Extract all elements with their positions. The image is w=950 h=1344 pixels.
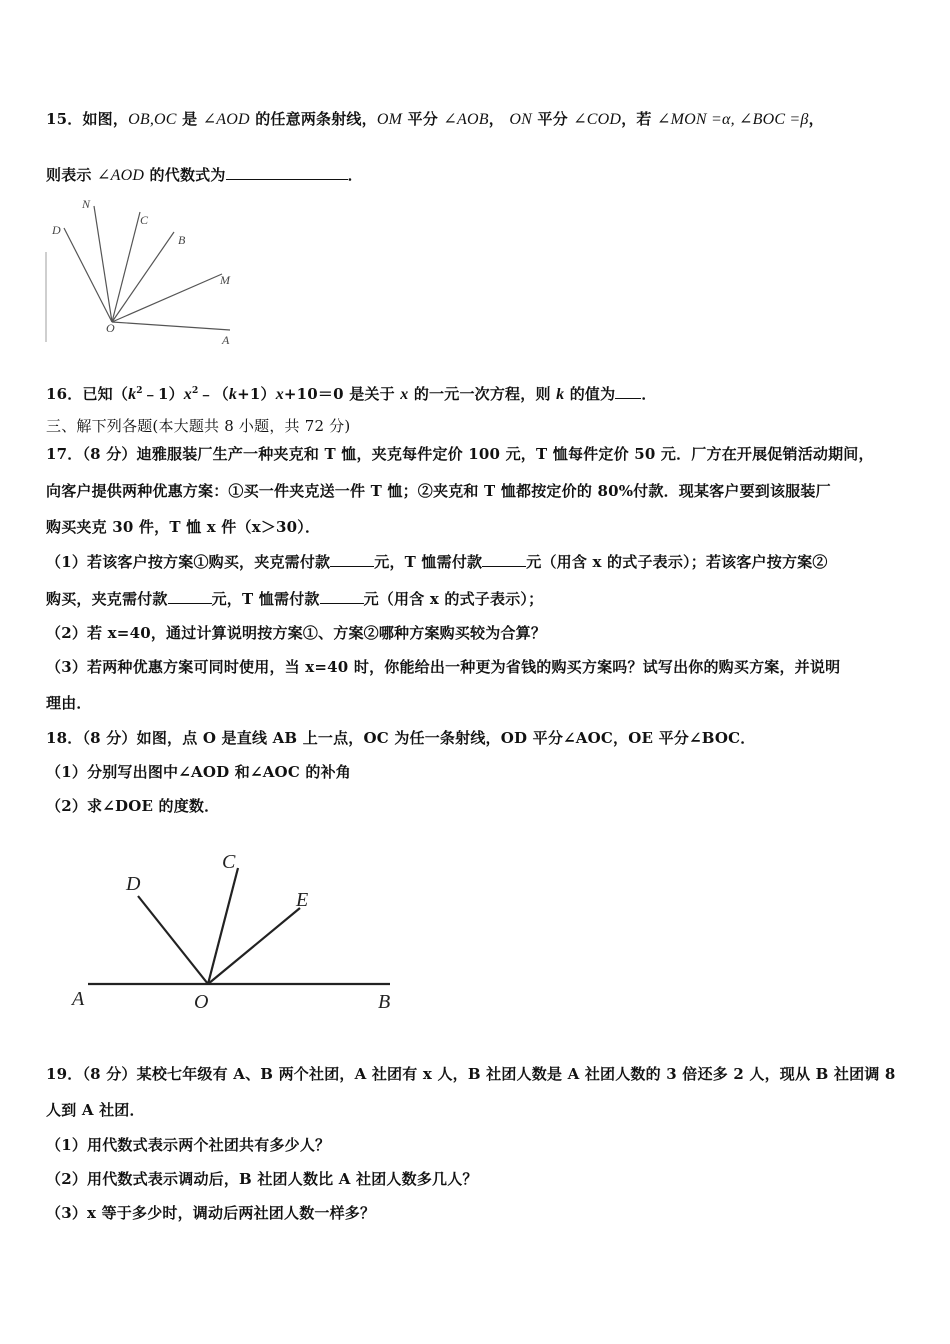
label-c: C xyxy=(140,213,149,227)
q18-line3: （2）求∠DOE 的度数． xyxy=(46,797,220,815)
math-angle-cod: ∠COD xyxy=(573,111,622,128)
q18-line1: 18．（8 分）如图，点 O 是直线 AB 上一点，OC 为任一条射线，OD 平分∠AOC，OE 平分∠BOC． xyxy=(46,729,756,747)
ray-oc xyxy=(112,212,140,322)
ray-oe xyxy=(208,908,300,984)
q15-line1: 15．如图，OB,OC 是 ∠AOD 的任意两条射线，OM 平分 ∠AOB， ON 平分 ∠COD，若 ∠MON =α, ∠BOC =β， xyxy=(46,110,824,128)
label-o: O xyxy=(106,321,115,335)
math-on: ON xyxy=(509,111,532,128)
q17-line8: 理由． xyxy=(46,694,92,712)
ray-oa xyxy=(112,322,230,330)
math-angle-aod: ∠AOD xyxy=(202,111,250,128)
q19-line3: （1）用代数式表示两个社团共有多少人？ xyxy=(46,1136,331,1154)
label-m: M xyxy=(220,273,230,287)
section-heading: 三、解下列各题(本大题共 8 小题，共 72 分) xyxy=(46,417,351,435)
answer-blank xyxy=(320,589,364,604)
q19-line2: 人到 A 社团． xyxy=(46,1101,145,1119)
label-d: D xyxy=(52,223,61,237)
q16-line: 16．已知$(k^2﹣1)x^2﹣(k+1)x+10=0$ 是关于 x 的一元一次方程，则 k 的值为 ． xyxy=(46,385,657,403)
q15-line2: 则表示 ∠AOD 的代数式为 ． xyxy=(46,166,363,184)
q17-line4: （1）若该客户按方案①购买，夹克需付款 元，T 恤需付款 元（用含 x 的式子表示）；若该客户按方案② xyxy=(46,553,828,571)
label-d: D xyxy=(126,873,141,895)
label-a: A xyxy=(72,988,85,1010)
label-b: B xyxy=(178,233,186,247)
answer-blank xyxy=(615,384,641,399)
q19-line5: （3）x 等于多少时，调动后两社团人数一样多？ xyxy=(46,1204,376,1222)
math-ob-oc: OB,OC xyxy=(128,111,177,128)
q15-number: 15． xyxy=(46,110,83,128)
label-n: N xyxy=(82,197,91,211)
q17-line6: （2）若 x=40，通过计算说明按方案①、方案②哪种方案购买较为合算？ xyxy=(46,624,547,642)
label-a: A xyxy=(222,333,230,347)
answer-blank xyxy=(482,552,526,567)
q17-line1: 17．（8 分）迪雅服装厂生产一种夹克和 T 恤，夹克每件定价 100 元，T 恤每件定价 50 元．厂方在开展促销活动期间， xyxy=(46,445,874,463)
ray-od xyxy=(138,896,208,984)
math-condition: ∠MON =α, ∠BOC =β xyxy=(657,111,809,128)
q18-figure xyxy=(60,840,420,1020)
q19-line1: 19．（8 分）某校七年级有 A、B 两个社团，A 社团有 x 人，B 社团人数是 A 社团人数的 3 倍还多 2 人，现从 B 社团调 8 xyxy=(46,1065,896,1083)
q17-line7: （3）若两种优惠方案可同时使用，当 x=40 时，你能给出一种更为省钱的购买方案吗？试写出你的购买方案，并说明 xyxy=(46,658,841,676)
label-e: E xyxy=(296,889,309,911)
math-angle-aod-2: ∠AOD xyxy=(97,167,145,184)
q17-line5: 购买，夹克需付款 元，T 恤需付款 元（用含 x 的式子表示）； xyxy=(46,590,544,608)
math-om: OM xyxy=(376,111,403,128)
math-angle-aob: ∠AOB xyxy=(443,111,489,128)
answer-blank xyxy=(168,589,212,604)
label-c: C xyxy=(222,851,236,873)
label-o: O xyxy=(194,991,209,1013)
label-b: B xyxy=(378,991,391,1013)
q18-line2: （1）分别写出图中∠AOD 和∠AOC 的补角 xyxy=(46,763,351,781)
answer-blank xyxy=(330,552,374,567)
ray-oc xyxy=(208,868,238,984)
q17-line2: 向客户提供两种优惠方案：①买一件夹克送一件 T 恤；②夹克和 T 恤都按定价的 80%付款．现某客户要到该服装厂 xyxy=(46,482,831,500)
q15-figure xyxy=(44,192,244,352)
q19-line4: （2）用代数式表示调动后，B 社团人数比 A 社团人数多几人？ xyxy=(46,1170,478,1188)
q17-line3: 购买夹克 30 件，T 恤 x 件（x＞30）． xyxy=(46,518,321,536)
answer-blank xyxy=(226,165,348,180)
